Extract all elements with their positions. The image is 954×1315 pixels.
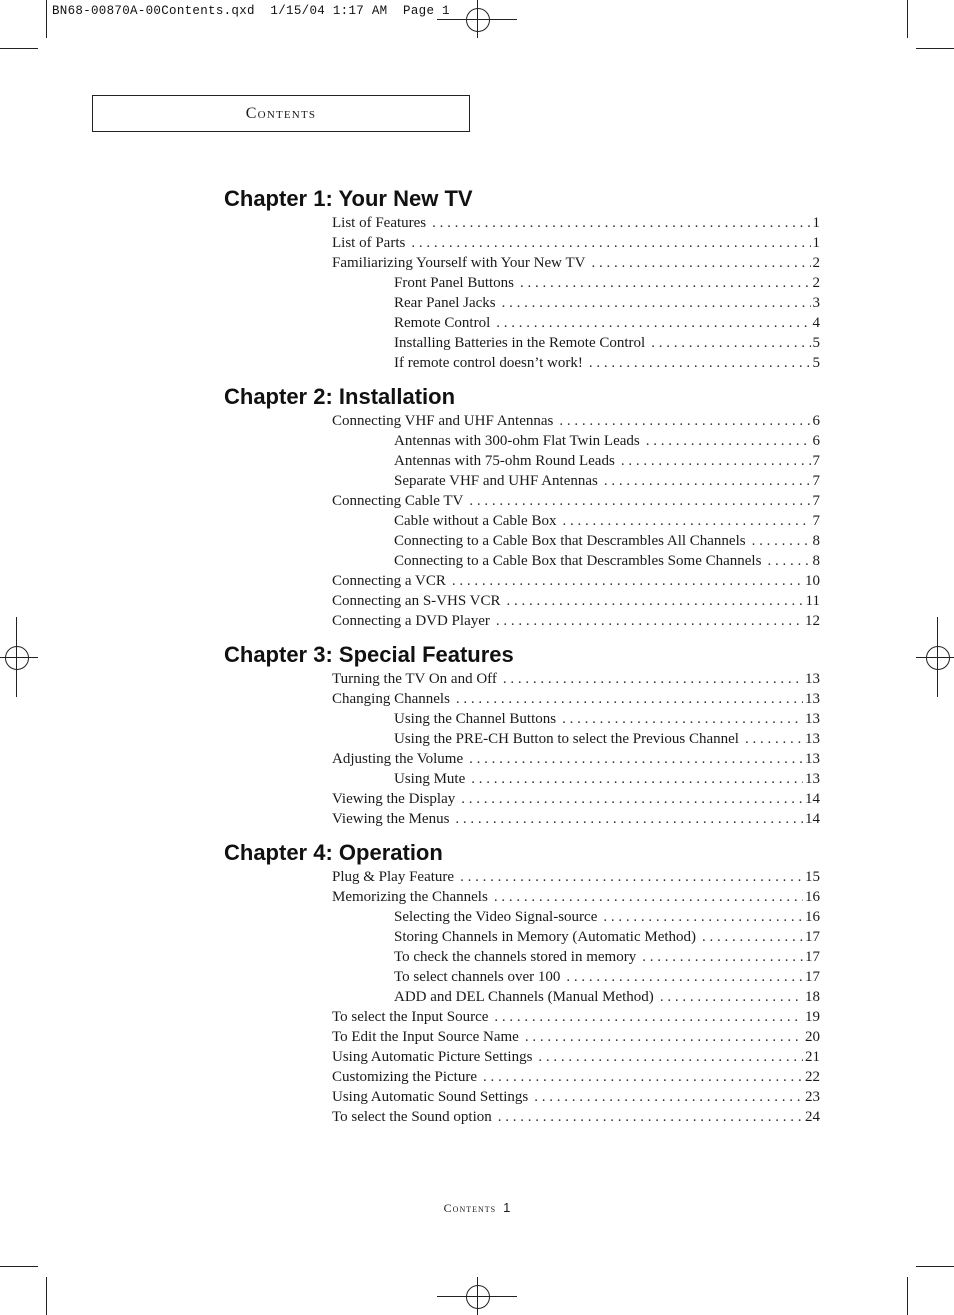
toc-entry[interactable] <box>332 233 820 253</box>
toc-entry-page: 13 <box>805 751 820 767</box>
toc-entry[interactable] <box>394 967 820 987</box>
toc-entry[interactable] <box>332 491 820 511</box>
crop-mark-bl-h <box>0 1266 38 1267</box>
toc-entry[interactable] <box>394 293 820 313</box>
toc-entry-title: To select the Sound option <box>332 1109 492 1125</box>
toc-entry[interactable] <box>394 729 820 749</box>
dot-leader <box>604 471 811 491</box>
dot-leader <box>460 867 803 887</box>
toc-entry-title: Using the PRE-CH Button to select the Previous Channel <box>394 731 739 747</box>
toc-entry[interactable] <box>332 887 820 907</box>
toc-entry-page: 13 <box>805 671 820 687</box>
chapter-heading: Chapter 2: Installation <box>224 384 456 409</box>
dot-leader <box>642 947 803 967</box>
dot-leader <box>469 749 803 769</box>
dot-leader <box>589 353 811 373</box>
toc-entry-page: 23 <box>805 1089 820 1105</box>
toc-entry-page: 7 <box>812 493 820 509</box>
toc-entry[interactable] <box>394 531 820 551</box>
toc-entry-title: Selecting the Video Signal-source <box>394 909 598 925</box>
dot-leader <box>498 1107 803 1127</box>
toc-entry-page: 22 <box>805 1069 820 1085</box>
footer-label: Contents <box>443 1201 497 1215</box>
toc-entry-page: 21 <box>805 1049 820 1065</box>
toc-entry-page: 17 <box>805 949 820 965</box>
toc-entry[interactable] <box>332 789 820 809</box>
dot-leader <box>494 887 803 907</box>
toc-entry-page: 7 <box>812 473 820 489</box>
dot-leader <box>745 729 803 749</box>
toc-entry-title: Rear Panel Jacks <box>394 295 496 311</box>
page-footer <box>0 1200 954 1216</box>
dot-leader <box>469 491 810 511</box>
dot-leader <box>621 451 811 471</box>
toc-entry-title: Using Mute <box>394 771 466 787</box>
toc-entry-page: 20 <box>805 1029 820 1045</box>
toc-entry[interactable] <box>332 1027 820 1047</box>
dot-leader <box>456 689 803 709</box>
toc-entry[interactable] <box>332 867 820 887</box>
dot-leader <box>603 907 803 927</box>
toc-entry-title: Installing Batteries in the Remote Control <box>394 335 646 351</box>
dot-leader <box>660 987 803 1007</box>
toc-entry-title: Connecting to a Cable Box that Descrambles Some Channels <box>394 553 762 569</box>
contents-header <box>92 95 470 132</box>
dot-leader <box>502 293 811 313</box>
toc-entry-title: Storing Channels in Memory (Automatic Method) <box>394 929 697 945</box>
toc-entry-title: Connecting Cable TV <box>332 493 464 509</box>
printer-slug: BN68-00870A-00Contents.qxd 1/15/04 1:17 AM Page 1 <box>52 4 450 18</box>
toc-entry[interactable] <box>332 253 820 273</box>
toc-entry[interactable] <box>394 769 820 789</box>
toc-entry-title: Using the Channel Buttons <box>394 711 557 727</box>
toc-entry-page: 13 <box>805 711 820 727</box>
toc-entry-title: Antennas with 75-ohm Round Leads <box>394 453 615 469</box>
toc-entry-page: 24 <box>805 1109 820 1125</box>
crop-mark-bl-v <box>46 1277 47 1315</box>
toc-entry[interactable] <box>332 1047 820 1067</box>
toc-entry-title: Antennas with 300-ohm Flat Twin Leads <box>394 433 640 449</box>
toc-entry-page: 5 <box>812 335 820 351</box>
toc-entry-page: 15 <box>805 869 820 885</box>
toc-entry-page: 4 <box>812 315 820 331</box>
toc-entry-title: Using Automatic Picture Settings <box>332 1049 533 1065</box>
dot-leader <box>494 1007 803 1027</box>
toc-entry-page: 10 <box>805 573 820 589</box>
toc-entry-title: Plug & Play Feature <box>332 869 455 885</box>
toc-entry-page: 6 <box>812 413 820 429</box>
dot-leader <box>483 1067 803 1087</box>
toc-entry[interactable] <box>394 927 820 947</box>
toc-entry[interactable] <box>332 213 820 233</box>
toc-entry-page: 3 <box>812 295 820 311</box>
toc-entry[interactable] <box>332 1067 820 1087</box>
chapter-heading: Chapter 4: Operation <box>224 840 443 865</box>
toc-entry[interactable] <box>332 689 820 709</box>
dot-leader <box>651 333 810 353</box>
table-of-contents <box>224 185 820 1127</box>
toc-entry[interactable] <box>332 669 820 689</box>
crop-mark-br-v <box>907 1277 908 1315</box>
dot-leader <box>455 809 803 829</box>
toc-entry-title: ADD and DEL Channels (Manual Method) <box>394 989 654 1005</box>
toc-entry-title: Front Panel Buttons <box>394 275 515 291</box>
toc-entry-page: 16 <box>805 889 820 905</box>
toc-entry-title: Connecting VHF and UHF Antennas <box>332 413 554 429</box>
toc-entry[interactable] <box>394 273 820 293</box>
dot-leader <box>432 213 810 233</box>
crop-mark-tl-v <box>46 0 47 38</box>
registration-mark-top-icon <box>466 8 490 32</box>
toc-entry-title: To check the channels stored in memory <box>394 949 637 965</box>
dot-leader <box>534 1087 803 1107</box>
toc-entry-page: 1 <box>812 215 820 231</box>
contents-header-label: Contents <box>245 104 317 122</box>
dot-leader <box>452 571 803 591</box>
toc-entry-page: 16 <box>805 909 820 925</box>
toc-entry-page: 13 <box>805 771 820 787</box>
toc-entry-title: To Edit the Input Source Name <box>332 1029 519 1045</box>
dot-leader <box>562 709 803 729</box>
chapter-heading: Chapter 3: Special Features <box>224 642 514 667</box>
dot-leader <box>525 1027 803 1047</box>
toc-entry[interactable] <box>394 431 820 451</box>
toc-entry-page: 11 <box>805 593 820 609</box>
toc-entry-title: List of Parts <box>332 235 406 251</box>
toc-entry-page: 1 <box>812 235 820 251</box>
toc-entry-page: 14 <box>805 791 820 807</box>
toc-entry-page: 18 <box>805 989 820 1005</box>
footer-page-number: 1 <box>503 1200 511 1215</box>
toc-entry-title: Adjusting the Volume <box>332 751 464 767</box>
dot-leader <box>646 431 811 451</box>
toc-entry[interactable] <box>332 1007 820 1027</box>
toc-entry-page: 5 <box>812 355 820 371</box>
toc-entry-page: 7 <box>812 513 820 529</box>
dot-leader <box>496 611 803 631</box>
toc-entry-page: 7 <box>812 453 820 469</box>
crop-mark-br-h <box>916 1266 954 1267</box>
toc-entry[interactable] <box>332 411 820 431</box>
toc-entry-title: Connecting a VCR <box>332 573 446 589</box>
toc-entry-page: 17 <box>805 969 820 985</box>
toc-entry-page: 8 <box>812 533 820 549</box>
toc-entry-title: To select channels over 100 <box>394 969 561 985</box>
toc-entry-title: Using Automatic Sound Settings <box>332 1089 529 1105</box>
dot-leader <box>411 233 810 253</box>
dot-leader <box>538 1047 803 1067</box>
toc-entry-page: 2 <box>812 275 820 291</box>
toc-entry-title: Viewing the Display <box>332 791 456 807</box>
toc-entry-page: 17 <box>805 929 820 945</box>
toc-entry-page: 8 <box>812 553 820 569</box>
toc-entry-title: Familiarizing Yourself with Your New TV <box>332 255 586 271</box>
toc-entry[interactable] <box>394 313 820 333</box>
toc-entry[interactable] <box>394 947 820 967</box>
toc-entry-title: Turning the TV On and Off <box>332 671 497 687</box>
toc-entry[interactable] <box>332 809 820 829</box>
dot-leader <box>562 511 810 531</box>
toc-entry-title: Connecting a DVD Player <box>332 613 490 629</box>
toc-entry-title: If remote control doesn’t work! <box>394 355 583 371</box>
toc-entry[interactable] <box>394 511 820 531</box>
dot-leader <box>566 967 803 987</box>
toc-entry-title: Remote Control <box>394 315 491 331</box>
toc-entry-title: Memorizing the Channels <box>332 889 488 905</box>
dot-leader <box>461 789 803 809</box>
toc-entry[interactable] <box>394 353 820 373</box>
toc-entry[interactable] <box>394 709 820 729</box>
registration-mark-left-icon <box>5 646 29 670</box>
dot-leader <box>559 411 810 431</box>
dot-leader <box>496 313 810 333</box>
toc-entry[interactable] <box>332 749 820 769</box>
toc-entry-title: Customizing the Picture <box>332 1069 477 1085</box>
dot-leader <box>520 273 810 293</box>
toc-entry-page: 2 <box>812 255 820 271</box>
toc-entry[interactable] <box>332 611 820 631</box>
dot-leader <box>752 531 811 551</box>
toc-entry-title: Viewing the Menus <box>332 811 450 827</box>
toc-entry-title: Connecting to a Cable Box that Descrambles All Channels <box>394 533 746 549</box>
toc-entry-page: 13 <box>805 731 820 747</box>
toc-entry[interactable] <box>332 571 820 591</box>
registration-mark-bottom-icon <box>466 1285 490 1309</box>
toc-entry[interactable] <box>394 987 820 1007</box>
toc-entry-title: Separate VHF and UHF Antennas <box>394 473 598 489</box>
dot-leader <box>506 591 803 611</box>
toc-entry[interactable] <box>394 471 820 491</box>
toc-entry-page: 13 <box>805 691 820 707</box>
toc-entry[interactable] <box>394 907 820 927</box>
toc-entry-page: 19 <box>805 1009 820 1025</box>
crop-mark-tl-h <box>0 48 38 49</box>
toc-entry-page: 12 <box>805 613 820 629</box>
toc-entry[interactable] <box>394 451 820 471</box>
toc-entry-title: Changing Channels <box>332 691 450 707</box>
toc-entry[interactable] <box>332 1087 820 1107</box>
toc-entry-title: List of Features <box>332 215 427 231</box>
dot-leader <box>591 253 810 273</box>
dot-leader <box>702 927 803 947</box>
toc-entry[interactable] <box>332 591 820 611</box>
chapter-heading: Chapter 1: Your New TV <box>224 186 473 211</box>
toc-entry-title: To select the Input Source <box>332 1009 489 1025</box>
registration-mark-right-icon <box>926 646 950 670</box>
toc-entry-page: 6 <box>812 433 820 449</box>
toc-entry-page: 14 <box>805 811 820 827</box>
toc-entry[interactable] <box>332 1107 820 1127</box>
toc-entry[interactable] <box>394 551 820 571</box>
toc-entry[interactable] <box>394 333 820 353</box>
toc-entry-title: Connecting an S-VHS VCR <box>332 593 501 609</box>
dot-leader <box>503 669 803 689</box>
crop-mark-tr-h <box>916 48 954 49</box>
toc-entry-title: Cable without a Cable Box <box>394 513 557 529</box>
dot-leader <box>471 769 803 789</box>
dot-leader <box>767 551 810 571</box>
crop-mark-tr-v <box>907 0 908 38</box>
